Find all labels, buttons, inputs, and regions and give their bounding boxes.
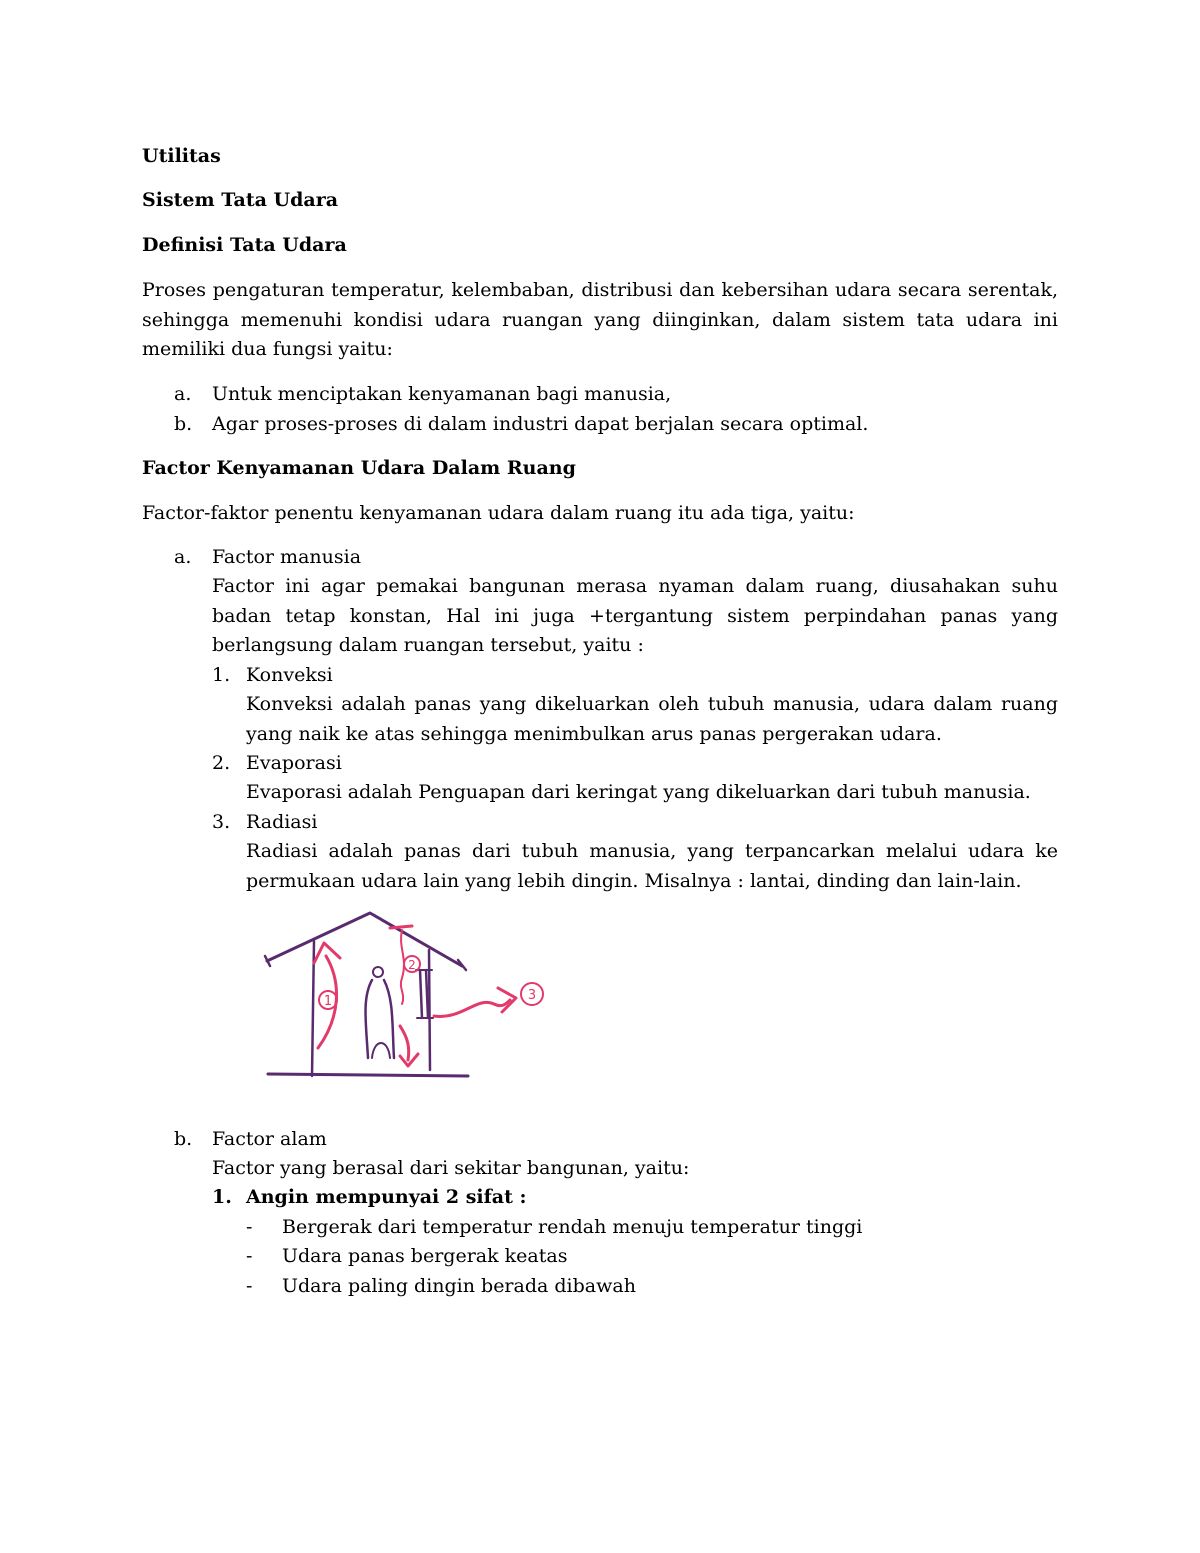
sub-item-title-evaporasi: Evaporasi xyxy=(246,752,342,774)
definisi-paragraph: Proses pengaturan temperatur, kelembaban, distribusi dan kebersihan udara secara serentak, sehingga memenuhi kondisi udara ruangan yang diinginkan, dalam sistem tata udara ini memiliki dua fungsi yaitu: xyxy=(142,279,1058,360)
bullet-marker: - xyxy=(246,1245,253,1267)
factor-a-title: Factor manusia xyxy=(212,546,362,568)
sub-item-marker: 2. xyxy=(212,752,231,774)
list-item-marker: a. xyxy=(174,383,192,405)
sub-item-title-konveksi: Konveksi xyxy=(246,664,333,686)
bullet-marker: - xyxy=(246,1275,253,1297)
bullet-marker: - xyxy=(246,1216,253,1238)
bullet-item: Udara panas bergerak keatas xyxy=(282,1245,568,1267)
sketch-label-3: 3 xyxy=(527,988,537,1003)
list-item: Agar proses-proses di dalam industri dapat berjalan secara optimal. xyxy=(212,413,869,435)
factor-b-text: Factor yang berasal dari sekitar bangunan, yaitu: xyxy=(212,1157,690,1179)
sub-item-text-radiasi: Radiasi adalah panas dari tubuh manusia, yang terpancarkan melalui udara ke permukaan udara lain yang lebih dingin. Misalnya : lantai, dinding dan lain-lain. xyxy=(246,840,1058,892)
sub-item-marker: 3. xyxy=(212,811,231,833)
sub-item-text-konveksi: Konveksi adalah panas yang dikeluarkan oleh tubuh manusia, udara dalam ruang yang naik ke atas sehingga menimbulkan arus panas pergerakan udara. xyxy=(246,693,1058,745)
factor-b-marker: b. xyxy=(174,1128,193,1150)
section-heading-factor: Factor Kenyamanan Udara Dalam Ruang xyxy=(142,457,576,479)
sub-item-marker: 1. xyxy=(212,664,231,686)
factor-intro: Factor-faktor penentu kenyamanan udara dalam ruang itu ada tiga, yaitu: xyxy=(142,502,855,524)
factor-b-sub-title: Angin mempunyai 2 sifat : xyxy=(246,1186,527,1208)
bullet-item: Udara paling dingin berada dibawah xyxy=(282,1275,636,1297)
factor-a-text: Factor ini agar pemakai bangunan merasa nyaman dalam ruang, diusahakan suhu badan tetap konstan, Hal ini juga +tergantung sistem perpindahan panas yang berlangsung dalam ruangan tersebut, yaitu : xyxy=(212,575,1058,656)
factor-b-title: Factor alam xyxy=(212,1128,327,1150)
factor-a-marker: a. xyxy=(174,546,192,568)
sub-item-title-radiasi: Radiasi xyxy=(246,811,318,833)
bullet-item: Bergerak dari temperatur rendah menuju temperatur tinggi xyxy=(282,1216,863,1238)
sketch-label-2: 2 xyxy=(408,958,416,972)
list-item-marker: b. xyxy=(174,413,193,435)
document-title: Utilitas xyxy=(142,145,221,167)
list-item: Untuk menciptakan kenyamanan bagi manusia, xyxy=(212,383,672,405)
document-subtitle: Sistem Tata Udara xyxy=(142,189,339,211)
heat-transfer-sketch xyxy=(262,908,652,1083)
sketch-label-1: 1 xyxy=(323,994,333,1009)
section-heading-definisi: Definisi Tata Udara xyxy=(142,234,347,256)
sub-item-text-evaporasi: Evaporasi adalah Penguapan dari keringat yang dikeluarkan dari tubuh manusia. xyxy=(246,781,1031,803)
factor-b-sub-marker: 1. xyxy=(212,1186,232,1208)
